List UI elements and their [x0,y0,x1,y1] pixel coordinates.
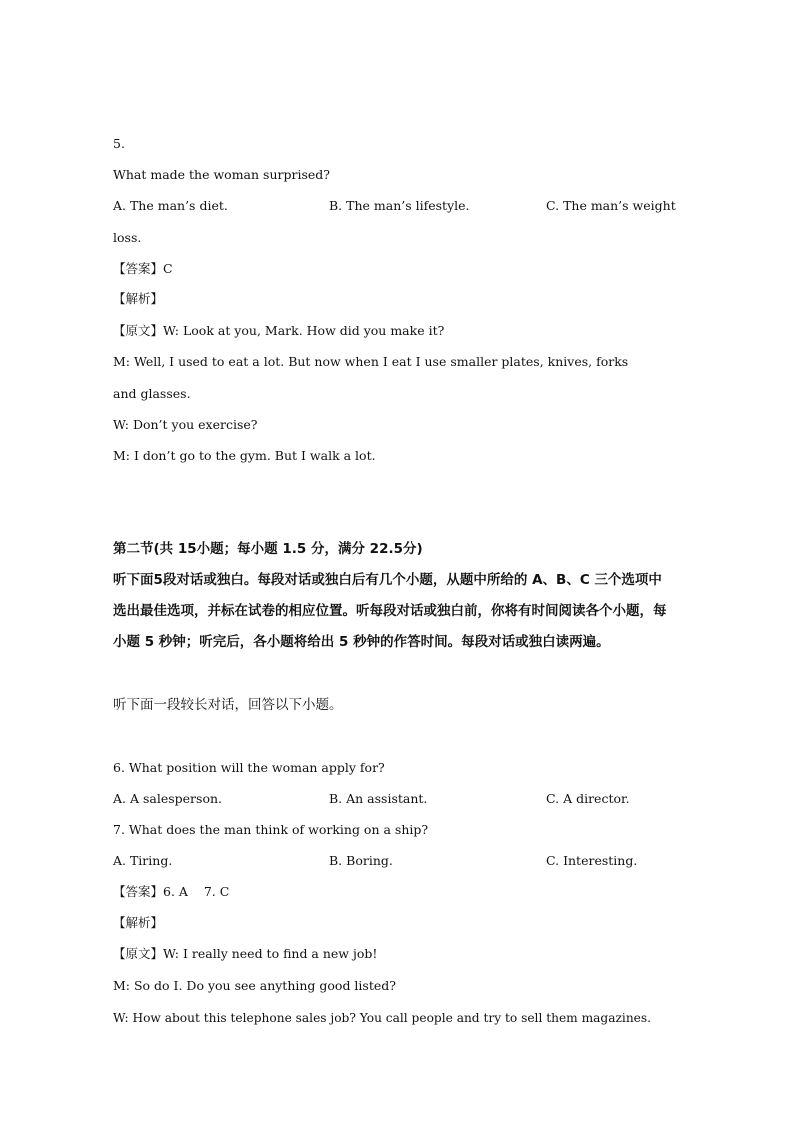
question-number: 5. [113,136,125,151]
analysis-label: 【解析】 [113,291,164,306]
transcript-text: W: Look at you, Mark. How did you make it? [163,323,445,338]
answer-value: C [163,261,173,276]
transcript-line: M: I don’t go to the gym. But I walk a lot. [113,448,376,463]
option-c: C. The man’s weight [546,198,676,213]
analysis-label: 【解析】 [113,915,164,930]
transcript-line: M: So do I. Do you see anything good listed? [113,978,396,993]
transcript-line: M: Well, I used to eat a lot. But now when I eat I use smaller plates, knives, forks [113,354,629,369]
option-a: A. Tiring. [113,853,173,868]
answer-label: 【答案】 [113,884,164,899]
answer-label: 【答案】 [113,261,164,276]
instruction-line: 听下面5段对话或独白。每段对话或独白后有几个小题，从题中所给的 A、B、C 三个选项中 [113,572,662,588]
option-c: C. A director. [546,791,630,806]
option-b: B. Boring. [329,853,393,868]
question-text: 6. What position will the woman apply for? [113,760,385,775]
question-text: What made the woman surprised? [113,167,330,182]
section-heading: 第二节(共 15小题；每小题 1.5 分，满分 22.5分) [113,541,423,557]
transcript-line [113,323,444,339]
transcript-label: 【原文】 [113,946,164,961]
transcript-line: and glasses. [113,386,191,401]
answer-line [113,261,173,277]
transcript-line: W: Don’t you exercise? [113,417,258,432]
answer-line [113,884,229,900]
option-c-continuation: loss. [113,230,142,245]
transcript-label: 【原文】 [113,323,164,338]
transcript-text: W: I really need to find a new job! [163,946,378,961]
instruction-line: 选出最佳选项，并标在试卷的相应位置。听每段对话或独白前，你将有时间阅读各个小题，每 [113,603,667,619]
dialogue-intro: 听下面一段较长对话，回答以下小题。 [113,697,343,713]
transcript-line [113,946,377,962]
option-b: B. An assistant. [329,791,428,806]
option-c: C. Interesting. [546,853,638,868]
instruction-line: 小题 5 秒钟；听完后，各小题将给出 5 秒钟的作答时间。每段对话或独白读两遍。 [113,634,610,650]
answer-value: 6. A 7. C [163,884,230,899]
transcript-line: W: How about this telephone sales job? You call people and try to sell them magazines. [113,1011,652,1025]
option-b: B. The man’s lifestyle. [329,198,470,213]
option-a: A. The man’s diet. [113,198,228,213]
question-text: 7. What does the man think of working on a ship? [113,822,429,837]
option-a: A. A salesperson. [113,791,222,806]
